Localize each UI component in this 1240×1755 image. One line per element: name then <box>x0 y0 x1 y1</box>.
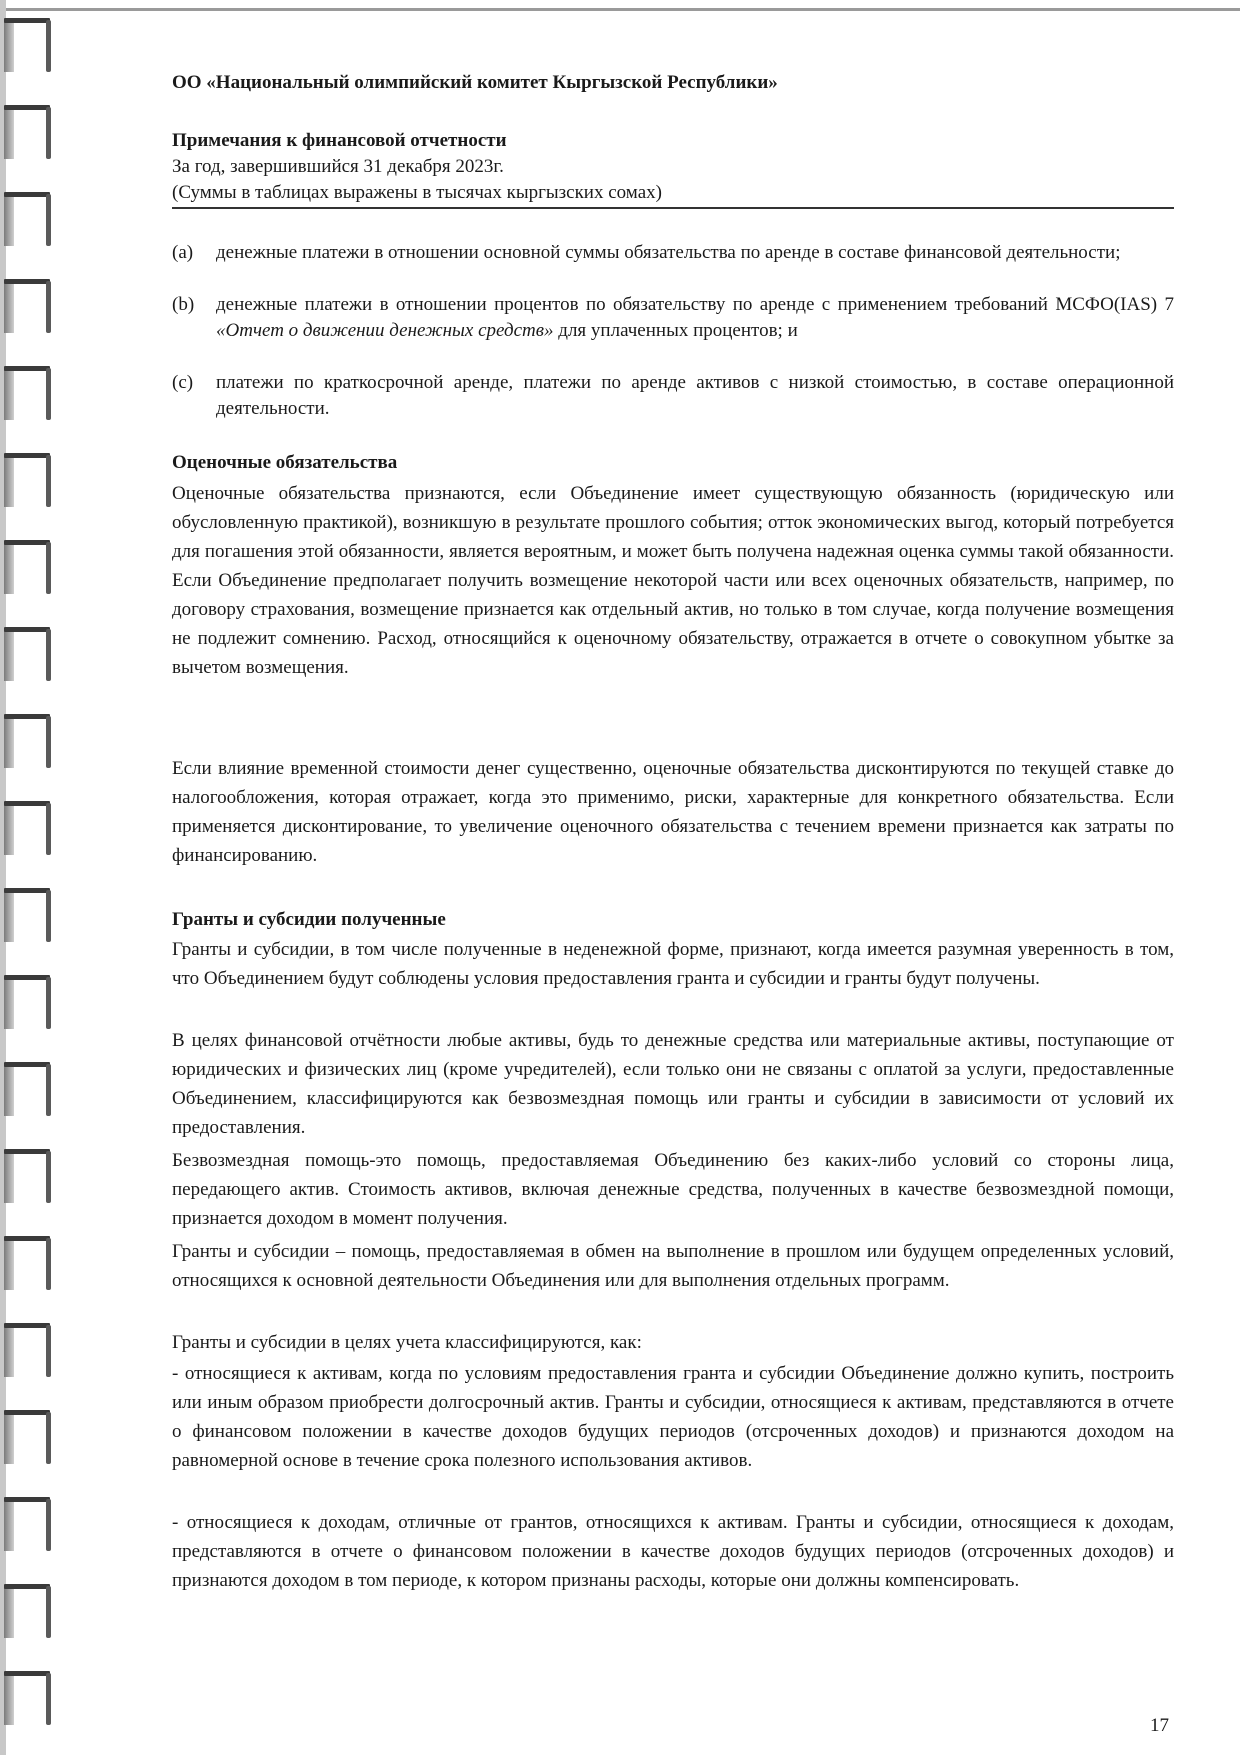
header-rule <box>172 207 1174 209</box>
spiral-binding <box>0 0 60 1755</box>
binding-ring <box>4 627 52 683</box>
binding-ring <box>4 453 52 509</box>
binding-ring <box>4 279 52 335</box>
report-period: За год, завершившийся 31 декабря 2023г. <box>172 156 504 177</box>
binding-strip <box>0 0 6 1755</box>
binding-ring <box>4 888 52 944</box>
paragraph: Безвозмездная помощь-это помощь, предоставляемая Объединению без каких-либо условий со стороны лица, передающего актив. Стоимость активов, включая денежные средства, полученных в качестве безвозмездной помощи, признается доходом в момент получения. <box>172 1150 1174 1229</box>
paragraph: Если влияние временной стоимости денег существенно, оценочные обязательства дисконтируются по текущей ставке до налогообложения, которая отражает, когда это применимо, риски, характерные для конкретного обязательства. Если применяется дисконтирование, то увеличение оценочного обязательства с течением времени признается как затраты по финансированию. <box>172 758 1174 866</box>
binding-ring <box>4 1410 52 1466</box>
page-number: 17 <box>1150 1715 1169 1736</box>
section-title: Примечания к финансовой отчетности <box>172 130 507 151</box>
binding-ring <box>4 801 52 857</box>
list-item-b <box>172 292 1174 344</box>
report-header <box>172 128 662 206</box>
list-text: денежные платежи в отношении процентов по обязательству по аренде с применением требований МСФО(IAS) 7 «Отчет о движении денежных средств» для уплаченных процентов; и <box>216 294 1174 341</box>
binding-ring <box>4 1323 52 1379</box>
list-label: (c) <box>172 372 194 393</box>
list-item-c <box>172 370 1174 422</box>
heading-provisions: Оценочные обязательства <box>172 452 398 473</box>
binding-ring <box>4 192 52 248</box>
list-text: денежные платежи в отношении основной суммы обязательства по аренде в составе финансовой деятельности; <box>216 242 1121 263</box>
paragraph: Гранты и субсидии – помощь, предоставляемая в обмен на выполнение в прошлом или будущем определенных условий, относящихся к основной деятельности Объединения или для выполнения отдельных программ. <box>172 1241 1174 1291</box>
binding-ring <box>4 1149 52 1205</box>
binding-ring <box>4 1497 52 1553</box>
list-item-a <box>172 240 1174 266</box>
binding-ring <box>4 1062 52 1118</box>
paragraph: - относящиеся к активам, когда по условиям предоставления гранта и субсидии Объединение должно купить, построить или иным образом приобрести долгосрочный актив. Гранты и субсидии, относящиеся к активам, представляются в отчете о финансовом положении в качестве доходов будущих периодов (отсроченных доходов) и признаются доходом на равномерной основе в течение срока полезного использования активов. <box>172 1363 1174 1471</box>
binding-ring <box>4 1584 52 1640</box>
paragraph: - относящиеся к доходам, отличные от грантов, относящихся к активам. Гранты и субсидии, относящиеся к доходам, представляются в отчете о финансовом положении в качестве доходов будущих периодов (отсроченных доходов) и признаются доходом в том периоде, к котором признаны расходы, которые они должны компенсировать. <box>172 1512 1174 1591</box>
organization-title: ОО «Национальный олимпийский комитет Кыргызской Республики» <box>172 72 778 93</box>
list-text: платежи по краткосрочной аренде, платежи по аренде активов с низкой стоимостью, в составе операционной деятельности. <box>216 372 1174 419</box>
binding-ring <box>4 1236 52 1292</box>
paragraph: В целях финансовой отчётности любые активы, будь то денежные средства или материальные активы, поступающие от юридических и физических лиц (кроме учредителей), если только они не связаны с оплатой за услуги, предоставленные Объединением, классифицируются как безвозмездная помощь или гранты и субсидии в зависимости от условий их предоставления. <box>172 1030 1174 1138</box>
binding-ring <box>4 105 52 161</box>
paragraph: Оценочные обязательства признаются, если Объединение имеет существующую обязанность (юридическую или обусловленную практикой), возникшую в результате прошлого события; отток экономических выгод, который потребуется для погашения этой обязанности, является вероятным, и может быть получена надежная оценка суммы такой обязанности. Если Объединение предполагает получить возмещение некоторой части или всех оценочных обязательств, например, по договору страхования, возмещение признается как отдельный актив, но только в том случае, когда получение возмещения не подлежит сомнению. Расход, относящийся к оценочному обязательству, отражается в отчете о совокупном убытке за вычетом возмещения. <box>172 483 1174 678</box>
heading-grants: Гранты и субсидии полученные <box>172 909 446 930</box>
binding-ring <box>4 714 52 770</box>
binding-ring <box>4 975 52 1031</box>
italic-reference: «Отчет о движении денежных средств» <box>216 320 554 341</box>
binding-ring <box>4 18 52 74</box>
paragraph: Гранты и субсидии, в том числе полученные в неденежной форме, признают, когда имеется разумная уверенность в том, что Объединением будут соблюдены условия предоставления гранта и субсидии и гранты будут получены. <box>172 939 1174 989</box>
report-units: (Суммы в таблицах выражены в тысячах кыргызских сомах) <box>172 182 662 203</box>
binding-ring <box>4 1671 52 1727</box>
page-top-edge <box>0 8 1240 11</box>
binding-ring <box>4 540 52 596</box>
binding-ring <box>4 366 52 422</box>
list-label: (b) <box>172 294 195 315</box>
paragraph: Гранты и субсидии в целях учета классифицируются, как: <box>172 1332 642 1353</box>
list-label: (a) <box>172 242 194 263</box>
